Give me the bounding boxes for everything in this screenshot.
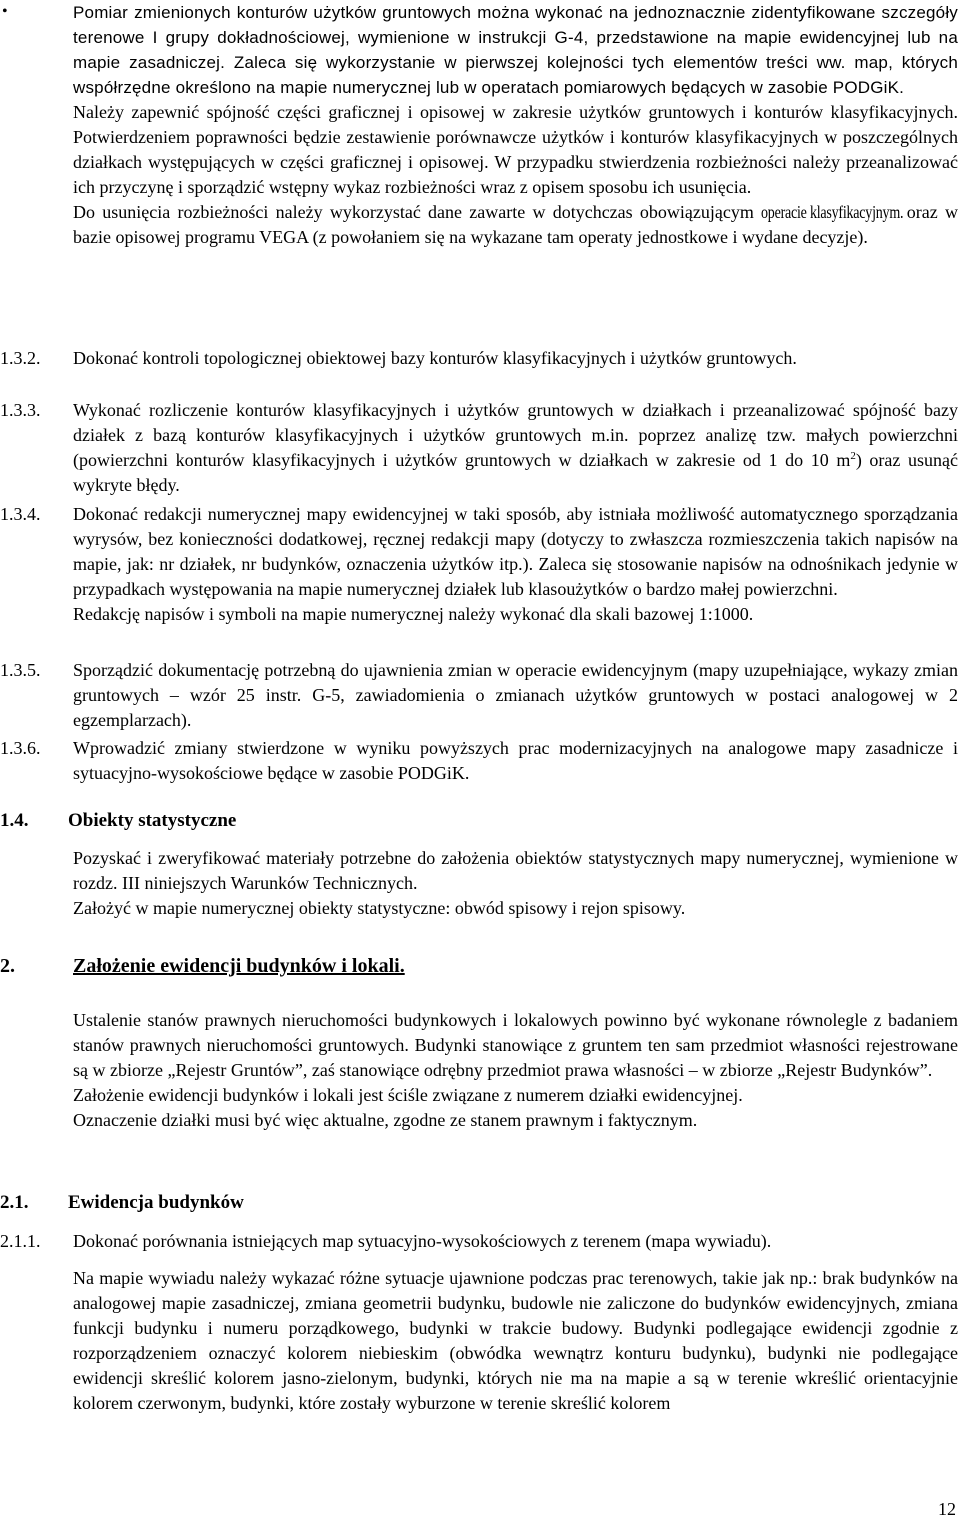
section-number: 2.1. (0, 1192, 29, 1213)
section-title: Ewidencja budynków (68, 1192, 244, 1213)
bullet-icon: • (2, 3, 8, 20)
section-title: Obiekty statystyczne (68, 810, 237, 831)
section-number: 2.1.1. (0, 1231, 41, 1251)
item-text: Dokonać redakcji numerycznej mapy ewidencyjnej w taki sposób, aby istniała możliwość automatycznego sporządzania wyrysów, bez konieczności dodatkowej, ręcznej redakcji mapy (dotyczy to zwłaszcza rozmieszczenia takich napisów na mapie, jak: nr działek, nr budynków, oznaczenia użytków itp.). Zaleca się stosowanie napisów na odnośnikach jedynie w przypadkach występowania na mapie numerycznej działek lub klasoużytków o bardzo małej powierzchni. (73, 504, 958, 599)
item-number: 1.3.3. (0, 400, 41, 420)
section-2-1-1-body (73, 1266, 958, 1416)
item-text: Dokonać kontroli topologicznej obiektowej bazy konturów klasyfikacyjnych i użytków gruntowych. (73, 348, 797, 368)
item-1-3-3 (73, 398, 958, 498)
section-paragraph: Założenie ewidencji budynków i lokali jest ściśle związane z numerem działki ewidencyjnej. (73, 1085, 743, 1105)
item-text-2: Redakcję napisów i symboli na mapie numerycznej należy wykonać dla skali bazowej 1:1000. (73, 604, 754, 624)
intro-paragraph-3 (73, 200, 958, 250)
item-number: 1.3.5. (0, 660, 41, 680)
item-1-3-5 (73, 658, 958, 733)
section-1-4-body (73, 846, 958, 921)
section-paragraph: Oznaczenie działki musi być więc aktualne, zgodne ze stanem prawnym i faktycznym. (73, 1110, 698, 1130)
item-text (73, 398, 958, 498)
section-title: Założenie ewidencji budynków i lokali. (73, 955, 405, 977)
section-paragraph: Ustalenie stanów prawnych nieruchomości budynkowych i lokalowych powinno być wykonane równolegle z badaniem stanów prawnych nieruchomości gruntowych. Budynki stanowiące z gruntem ten sam przedmiot własności rejestrowane są w zbiorze „Rejestr Gruntów”, zaś stanowiące odrębny przedmiot prawa własności – w zbiorze „Rejestr Budynków”. (73, 1010, 958, 1080)
intro-condensed-text: operacie klasyfikacyjnym. (761, 202, 904, 222)
item-1-3-6 (73, 736, 958, 786)
item-number: 1.3.2. (0, 348, 41, 368)
item-text: Wprowadzić zmiany stwierdzone w wyniku powyższych prac modernizacyjnych na analogowe mapy zasadnicze i sytuacyjno-wysokościowe będące w zasobie PODGiK. (73, 738, 958, 783)
section-number: 1.4. (0, 810, 29, 831)
section-2-1-1-title (73, 1229, 958, 1254)
intro-paragraph-3-start: Do usunięcia rozbieżności należy wykorzystać dane zawarte w dotychczas obowiązującym (73, 202, 754, 222)
section-title: Dokonać porównania istniejących map sytuacyjno-wysokościowych z terenem (mapa wywiadu). (73, 1231, 772, 1251)
item-text: Sporządzić dokumentację potrzebną do ujawnienia zmian w operacie ewidencyjnym (mapy uzupełniające, wykazy zmian gruntowych – wzór 25 instr. G-5, zawiadomienia o zmianach użytków gruntowych w postaci analogowej w 2 egzemplarzach). (73, 660, 958, 730)
intro-paragraph-2: Należy zapewnić spójność części graficznej i opisowej w zakresie użytków gruntowych i konturów klasyfikacyjnych. Potwierdzeniem poprawności będzie zestawienie porównawcze użytków i konturów klasyfikacyjnych w poszczególnych działkach występujących w części graficznej i opisowej. W przypadku stwierdzenia rozbieżności należy przeanalizować ich przyczynę i sporządzić wstępny wykaz rozbieżności wraz z opisem sposobu ich usunięcia. (73, 102, 958, 197)
item-text-b: ) oraz usunąć wykryte błędy. (73, 450, 958, 495)
section-paragraph: Założyć w mapie numerycznej obiekty statystyczne: obwód spisowy i rejon spisowy. (73, 898, 686, 918)
superscript: 2 (850, 450, 856, 462)
item-1-3-2 (73, 346, 958, 371)
section-paragraph: Pozyskać i zweryfikować materiały potrzebne do założenia obiektów statystycznych mapy numerycznej, wymienione w rozdz. III niniejszych Warunków Technicznych. (73, 848, 958, 893)
item-number: 1.3.4. (0, 504, 41, 524)
item-1-3-4 (73, 502, 958, 627)
section-number: 2. (0, 955, 15, 977)
page-number: 12 (938, 1499, 956, 1519)
intro-paragraph-3-tail: oraz w bazie opisowej programu VEGA (z powołaniem się na wykazane tam operaty jednostkowe i wydane decyzje). (73, 202, 959, 247)
intro-block (73, 0, 958, 250)
item-text-a: Wykonać rozliczenie konturów klasyfikacyjnych i użytków gruntowych w działkach i przeanalizować spójność bazy działek z bazą konturów klasyfikacyjnych i użytków gruntowych m.in. poprzez analizę tzw. małych powierzchni (powierzchni konturów klasyfikacyjnych i użytków gruntowych w działkach w zakresie od 1 do 10 m (73, 400, 958, 470)
section-2-body (73, 1008, 958, 1133)
intro-paragraph-1: Pomiar zmienionych konturów użytków gruntowych można wykonać na jednoznacznie zidentyfikowane szczegóły terenowe I grupy dokładnościowej, wymienione w instrukcji G-4, przedstawione na mapie ewidencyjnej lub na mapie zasadniczej. Zaleca się wykorzystanie w pierwszej kolejności tych elementów treści ww. map, których współrzędne określono na mapie numerycznej lub w operatach pomiarowych będących w zasobie PODGiK. (73, 3, 958, 97)
section-paragraph: Na mapie wywiadu należy wykazać różne sytuacje ujawnione podczas prac terenowych, takie jak np.: brak budynków na analogowej mapie zasadniczej, zmiana geometrii budynku, budowle nie zaliczone do budynków ewidencyjnych, zmiana funkcji budynku i numeru porządkowego, budynki w trakcie budowy. Budynki podlegające ewidencji zgodnie z rozporządzeniem oznaczyć kolorem niebieskim (obwódka wewnątrz konturu budynku), budynki nie podlegające ewidencji skreślić kolorem jasno-zielonym, budynki, których nie ma na mapie a są w terenie wkreślić orientacyjnie kolorem czerwonym, budynki, które zostały wyburzone w terenie skreślić kolorem (73, 1268, 958, 1413)
item-number: 1.3.6. (0, 738, 41, 758)
